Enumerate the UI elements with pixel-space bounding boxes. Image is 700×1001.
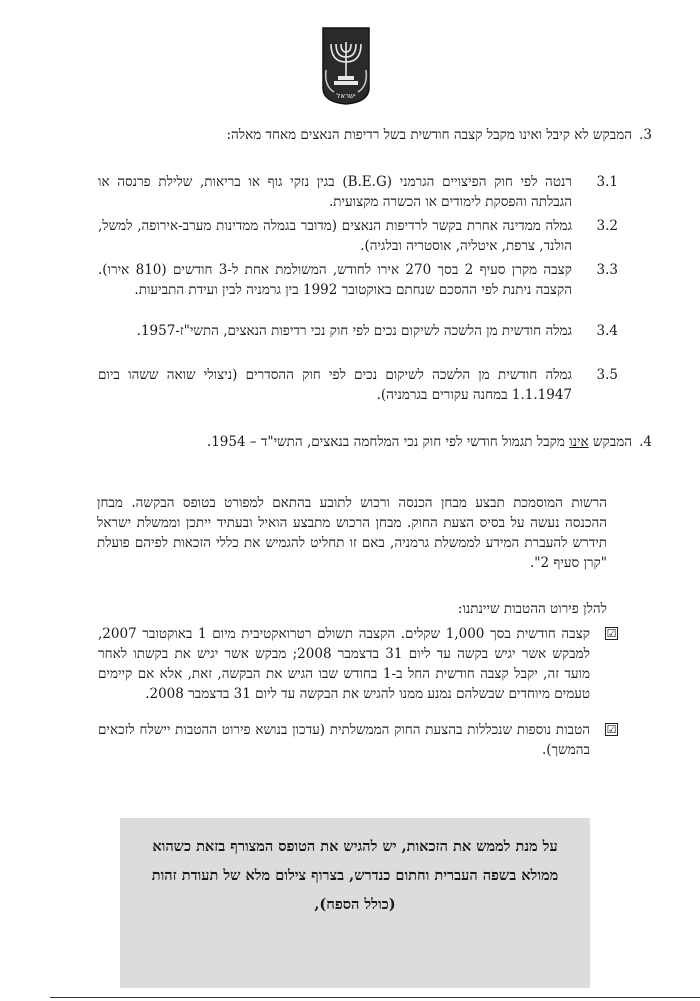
item-3 [58,125,652,145]
item-3-text: המבקש לא קיבל ואינו מקבל קצבה חודשית בשל רדיפות הנאצים מאחד מאלה: [226,127,632,143]
subitem-text: גמלה חודשית מן הלשכה לשיקום נכים לפי חוק נכי רדיפות הנאצים, התשי"ז-1957. [136,323,572,339]
subitem-text: גמלה ממדינה אחרת בקשר לרדיפות הנאצים (מדובר בגמלה ממדינות מערב-אירופה, למשל, הולנד, צרפת, איטליה, אוסטריה ובלגיה). [98,218,572,254]
subitem-text: גמלה חודשית מן הלשכה לשיקום נכים לפי חוק ההסדרים (ניצולי שואה ששהו ביום 1.1.1947 במחנה עקורים בגרמניה). [98,367,572,403]
subitem-3-1 [98,172,618,212]
subitem-number: 3.2 [596,218,618,234]
subitem-3-2 [98,216,618,256]
notice-box [120,818,590,988]
subitem-3-5 [98,365,618,405]
subitem-3-4 [98,321,618,341]
benefit-item-1 [98,624,618,704]
subitem-text: רנטה לפי חוק הפיצויים הגרמני (B.E.G) בגין נזקי גוף או בריאות, שלילת פרנסה או הגבלתה והפסקת לימודים או הכשרה מקצועית. [98,174,572,210]
subitem-number: 3.3 [596,262,618,278]
checkbox-checked-icon: ☑ [606,723,617,736]
menorah-emblem-icon [320,26,372,106]
benefit-text: הטבות נוספות שנכללות בהצעת החוק הממשלתית (עדכון בנושא פירוט ההטבות יישלח לזכאים בהמשך). [98,722,590,758]
bottom-divider [50,997,700,998]
checkbox-checked-icon: ☑ [606,627,617,640]
notice-text: על מנת לממש את הזכאות, יש להגיש את הטופס המצורף בזאת כשהוא ממולא בשפה העברית וחתום כנדרש, בצרוף צילום מלא של תעודת זהות (כולל הספח), [151,838,559,913]
subitem-number: 3.4 [596,323,618,339]
benefits-intro: להלן פירוט ההטבות שיינתנו: [457,601,607,617]
item-3-number: 3. [639,127,652,143]
subitem-3-3 [98,260,618,300]
means-test-paragraph: הרשות המוסמכת תבצע מבחן הכנסה ורכוש לתובע בהתאם למפורט בטופס הבקשה. מבחן ההכנסה נעשה על בסיס הצעת החוק. מבחן הרכוש מתבצע הואיל ובעתיד ייתכן וממשלת ישראל תידרש להעברת המידע לממשלת גרמניה, באם זו תחליט להגמיש את כללי הזכאות לפיהם פועלת "קרן סעיף 2". [97,495,607,571]
subitem-number: 3.5 [596,367,618,383]
svg-text:ישראל: ישראל [336,92,356,100]
item-4-number: 4. [639,434,652,450]
subitem-number: 3.1 [596,174,618,190]
benefit-text: קצבה חודשית בסך 1,000 שקלים. הקצבה תשולם רטרואקטיבית מיום 1 באוקטובר 2007, למבקש אשר יגיש בקשה עד ליום 31 בדצמבר 2008; מבקש אשר יגיש את בקשתו לאחר מועד זה, יקבל קצבה חודשית החל ב-1 בחודש שבו הגיש את הבקשה, זאת, אלא אם קיימים טעמים מיוחדים שבשלהם נמנע ממנו להגיש את הבקשה עד ליום 31 בדצמבר 2008. [98,626,591,702]
subitem-text: קצבה מקרן סעיף 2 בסך 270 אירו לחודש, המשולמת אחת ל-3 חודשים (810 אירו). הקצבה ניתנת לפי ההסכם שנחתם באוקטובר 1992 בין גרמניה לבין ועידת התביעות. [98,262,572,298]
benefit-item-2 [98,720,618,760]
item-4-text: המבקש אינו מקבל תגמול חודשי לפי חוק נכי המלחמה בנאצים, התשי"ד – 1954. [206,434,632,450]
item-4 [58,432,652,452]
